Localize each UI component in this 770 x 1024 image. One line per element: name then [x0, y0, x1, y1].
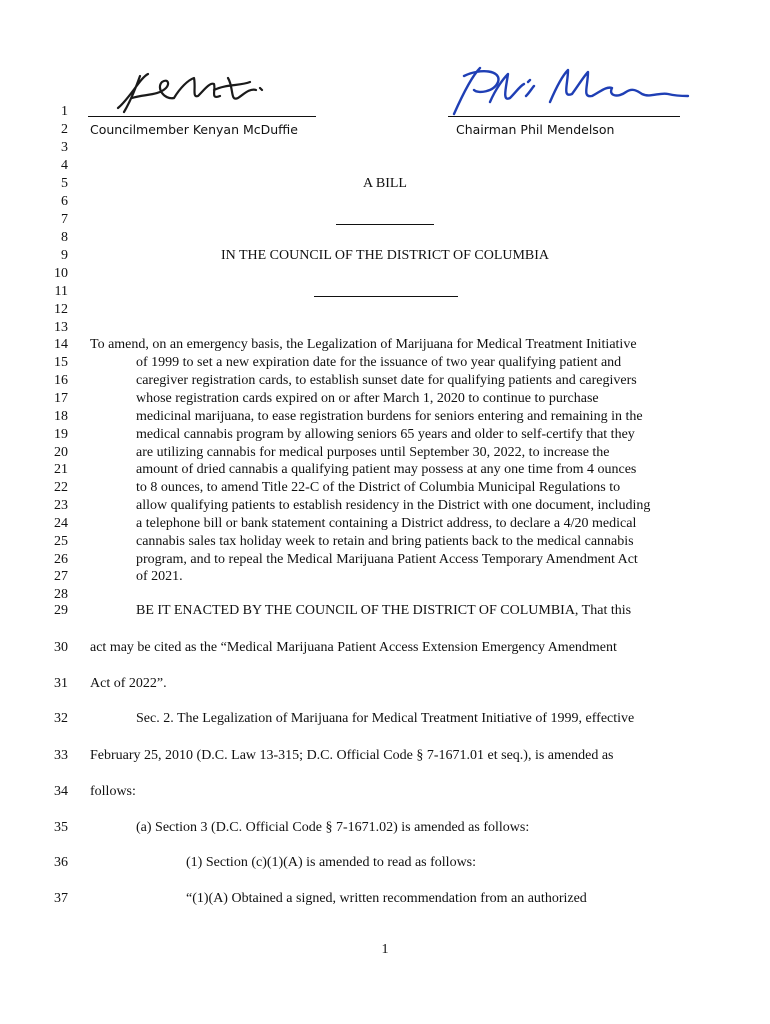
line-number: 29 [54, 603, 68, 618]
bill-number-blank [336, 224, 434, 225]
long-title-line: program, and to repeal the Medical Marijuana Patient Access Temporary Amendment Act [136, 552, 638, 567]
line-number: 35 [54, 820, 68, 835]
date-blank [314, 296, 458, 297]
line-number: 18 [54, 409, 68, 424]
long-title-line: caregiver registration cards, to establish sunset date for qualifying patients and caregivers [136, 373, 637, 388]
line-number: 13 [54, 320, 68, 335]
line-number: 10 [54, 266, 68, 281]
line-number: 25 [54, 534, 68, 549]
line-number: 20 [54, 445, 68, 460]
long-title-line: amount of dried cannabis a qualifying patient may possess at any one time from 4 ounces [136, 462, 637, 477]
line-number: 4 [61, 158, 68, 173]
long-title-line: To amend, on an emergency basis, the Legalization of Marijuana for Medical Treatment Initiative [90, 337, 637, 352]
long-title-line: of 1999 to set a new expiration date for the issuance of two year qualifying patient and [136, 355, 622, 370]
line-number: 21 [54, 462, 68, 477]
body-line: act may be cited as the “Medical Marijuana Patient Access Extension Emergency Amendment [90, 640, 617, 655]
line-number: 36 [54, 855, 68, 870]
line-number: 3 [61, 140, 68, 155]
body-line: BE IT ENACTED BY THE COUNCIL OF THE DISTRICT OF COLUMBIA, That this [136, 603, 632, 618]
long-title-line: medicinal marijuana, to ease registration burdens for seniors entering and remaining in the [136, 409, 643, 424]
line-number: 16 [54, 373, 68, 388]
line-number: 15 [54, 355, 68, 370]
long-title-line: whose registration cards expired on or after March 1, 2020 to continue to purchase [136, 391, 599, 406]
body-line: (a) Section 3 (D.C. Official Code § 7-1671.02) is amended as follows: [136, 820, 530, 835]
long-title-line: a telephone bill or bank statement containing a District address, to declare a 4/20 medical [136, 516, 637, 531]
signature-right [450, 62, 690, 118]
line-number: 23 [54, 498, 68, 513]
long-title-line: are utilizing cannabis for medical purposes until September 30, 2022, to increase the [136, 445, 610, 460]
line-number: 14 [54, 337, 68, 352]
signer-name-right: Chairman Phil Mendelson [456, 122, 615, 137]
long-title-line: cannabis sales tax holiday week to retain and bring patients back to the medical cannabis [136, 534, 634, 549]
body-line: February 25, 2010 (D.C. Law 13-315; D.C. Official Code § 7-1671.01 et seq.), is amended as [90, 748, 614, 763]
line-number: 9 [61, 248, 68, 263]
line-number: 7 [61, 212, 68, 227]
line-number: 31 [54, 676, 68, 691]
body-line: (1) Section (c)(1)(A) is amended to read as follows: [186, 855, 477, 870]
signer-name-left: Councilmember Kenyan McDuffie [90, 122, 298, 137]
page-number: 1 [381, 942, 389, 957]
line-number: 1 [61, 104, 68, 119]
line-number: 30 [54, 640, 68, 655]
body-line: Act of 2022”. [90, 676, 167, 691]
body-line: follows: [90, 784, 136, 799]
line-number: 6 [61, 194, 68, 209]
line-number: 26 [54, 552, 68, 567]
long-title-line: allow qualifying patients to establish residency in the District with one document, including [136, 498, 651, 513]
line-number: 33 [54, 748, 68, 763]
line-number: 2 [61, 122, 68, 137]
line-number: 34 [54, 784, 68, 799]
line-number: 27 [54, 569, 68, 584]
long-title-line: to 8 ounces, to amend Title 22-C of the District of Columbia Municipal Regulations to [136, 480, 621, 495]
line-number: 5 [61, 176, 68, 191]
long-title-line: medical cannabis program by allowing seniors 65 years and older to self-certify that they [136, 427, 635, 442]
body-line: “(1)(A) Obtained a signed, written recommendation from an authorized [186, 891, 587, 906]
signature-left [110, 68, 280, 118]
council-title: IN THE COUNCIL OF THE DISTRICT OF COLUMBIA [220, 248, 550, 263]
line-number: 24 [54, 516, 68, 531]
signature-line-right [448, 116, 680, 117]
line-number: 12 [54, 302, 68, 317]
bill-title: A BILL [363, 176, 407, 191]
line-number: 11 [54, 284, 68, 299]
line-number: 28 [54, 587, 68, 602]
body-line: Sec. 2. The Legalization of Marijuana for Medical Treatment Initiative of 1999, effective [136, 711, 635, 726]
line-number: 19 [54, 427, 68, 442]
line-number: 8 [61, 230, 68, 245]
line-number: 22 [54, 480, 68, 495]
line-number: 17 [54, 391, 68, 406]
line-number: 32 [54, 711, 68, 726]
line-number: 37 [54, 891, 68, 906]
long-title-line: of 2021. [136, 569, 183, 584]
signature-line-left [88, 116, 316, 117]
